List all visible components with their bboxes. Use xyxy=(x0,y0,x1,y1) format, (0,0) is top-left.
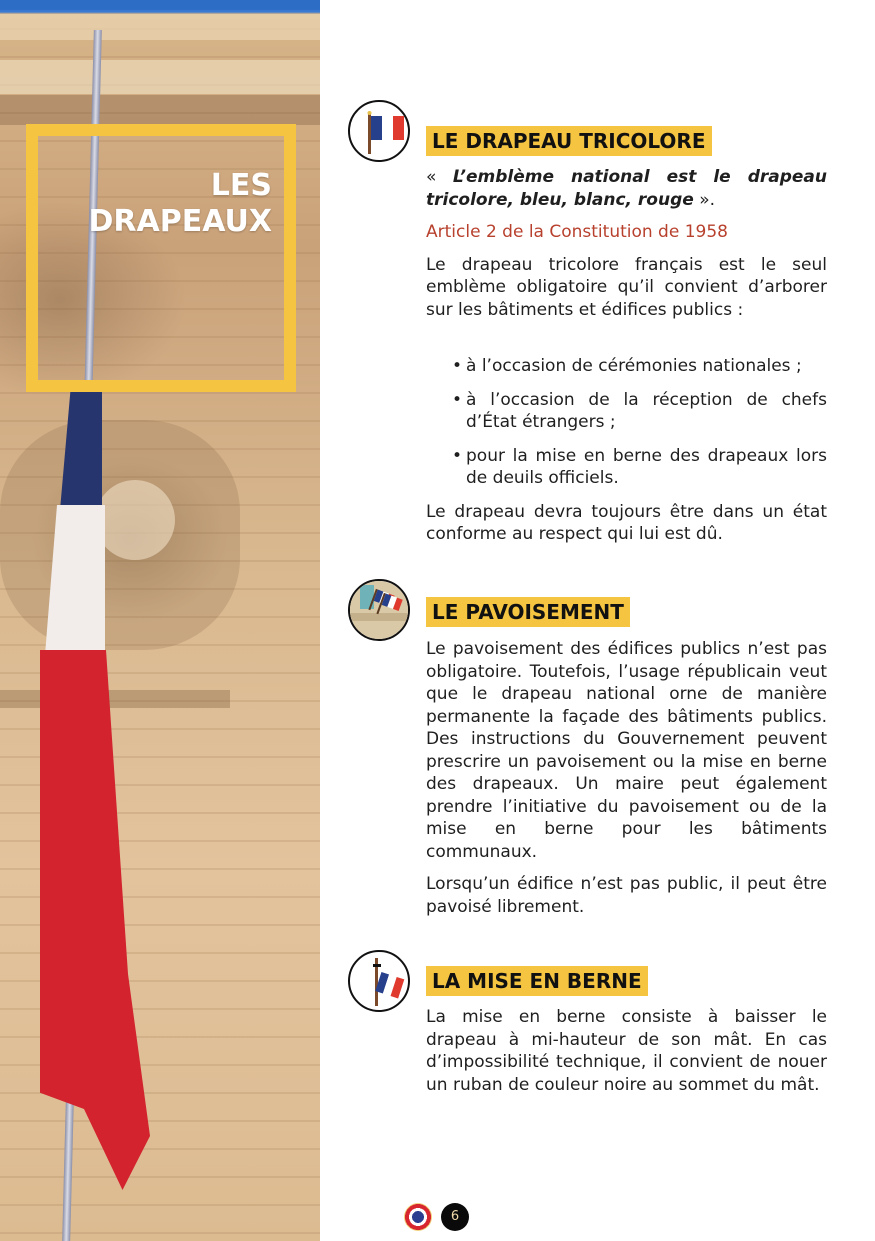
quote-text: L’emblème national est le drapeau tricolore, bleu, blanc, rouge xyxy=(426,167,827,210)
chapter-title xyxy=(89,168,273,240)
flags-on-building-icon xyxy=(348,579,410,641)
flag-blue-band xyxy=(60,390,102,510)
paragraph: La mise en berne consiste à baisser le drapeau à mi-hauteur de son mât. En cas d’impossibilité technique, il convient de nouer un ruban de couleur noire au sommet du mât. xyxy=(426,1007,827,1095)
list-item: • à l’occasion de cérémonies nationales ; xyxy=(426,355,827,378)
section-heading-tricolore: LE DRAPEAU TRICOLORE xyxy=(426,126,712,156)
half-mast-flag-icon xyxy=(348,950,410,1012)
quote-mark-close: ». xyxy=(693,189,716,210)
facade-photo xyxy=(0,0,320,1241)
flag-red-band xyxy=(40,650,150,1190)
page-number: 6 xyxy=(441,1203,469,1231)
paragraph: Lorsqu’un édifice n’est pas public, il peut être pavoisé librement. xyxy=(426,874,827,917)
chapter-title-line2: DRAPEAUX xyxy=(88,204,272,239)
occasions-list xyxy=(426,355,827,490)
paragraph: Le drapeau tricolore français est le seul emblème obligatoire qu’il convient d’arborer sur les bâtiments et édifices publics : xyxy=(426,254,827,320)
constitution-quote xyxy=(426,166,827,211)
sun-medallion xyxy=(95,480,175,560)
section-body-pavoisement xyxy=(426,638,827,918)
section-body-mise-en-berne xyxy=(426,1006,827,1096)
cornice-band xyxy=(0,14,320,40)
cornice-shadow xyxy=(0,95,320,125)
section-heading-pavoisement: LE PAVOISEMENT xyxy=(426,597,630,627)
chapter-title-frame xyxy=(26,124,296,392)
section-heading-mise-en-berne: LA MISE EN BERNE xyxy=(426,966,648,996)
french-flag-icon xyxy=(348,100,410,162)
chapter-title-line1: LES xyxy=(210,168,272,203)
citation: Article 2 de la Constitution de 1958 xyxy=(426,222,728,242)
list-item: • pour la mise en berne des drapeaux lors de deuils officiels. xyxy=(426,445,827,490)
list-item: • à l’occasion de la réception de chefs d’État étrangers ; xyxy=(426,389,827,434)
paragraph: Le drapeau devra toujours être dans un état conforme au respect qui lui est dû. xyxy=(426,501,827,544)
quote-mark-open: « xyxy=(426,167,453,187)
section-body-tricolore xyxy=(426,166,827,546)
sky xyxy=(0,0,320,10)
cornice-band xyxy=(0,60,320,94)
cocarde-icon xyxy=(404,1203,432,1231)
ledge xyxy=(0,690,230,708)
paragraph: Le pavoisement des édifices publics n’est pas obligatoire. Toutefois, l’usage républicain veut que le drapeau national orne de manière permanente la façade des bâtiments publics. Des instructions du Gouvernement peuvent prescrire un pavoisement ou la mise en berne des drapeaux. Un maire peut également prendre l’initiative du pavoisement ou de la mise en berne pour les bâtiments communaux. xyxy=(426,639,827,862)
